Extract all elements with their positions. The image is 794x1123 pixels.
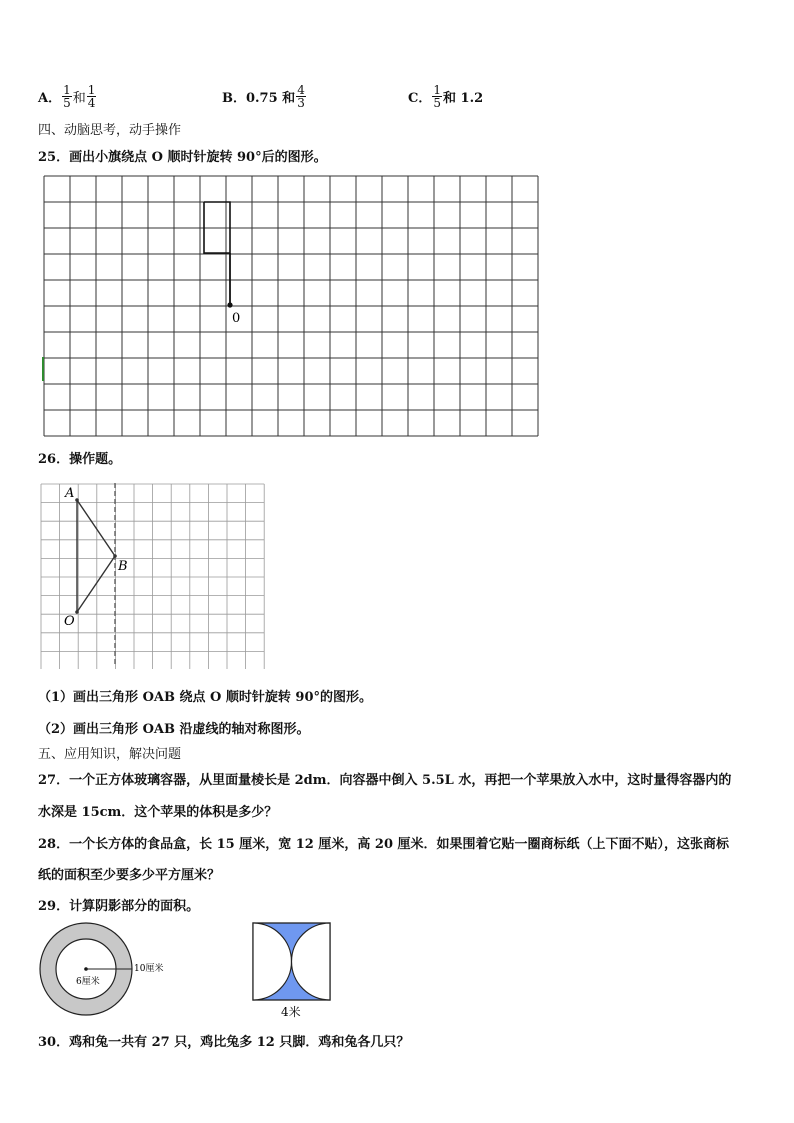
choice-a-join: 和 — [72, 91, 86, 106]
question-30: 30．鸡和兔一共有 27 只，鸡比兔多 12 只脚．鸡和兔各几只？ — [38, 1035, 410, 1050]
point-o-label: 0 — [232, 311, 241, 326]
question-26-part2: （2）画出三角形 OAB 沿虚线的轴对称图形。 — [38, 722, 310, 737]
label-b: B — [118, 559, 128, 574]
outer-radius-label: 10厘米 — [134, 964, 164, 974]
side-length-label: 4米 — [281, 1005, 301, 1019]
section-5-title: 五、应用知识，解决问题 — [38, 747, 182, 762]
label-a: A — [65, 486, 75, 501]
denominator: 4 — [87, 96, 96, 110]
denominator: 3 — [297, 96, 305, 110]
choice-b-label: B．0.75 和 — [222, 91, 296, 106]
rotation-grid — [42, 175, 546, 437]
question-29: 29．计算阴影部分的面积。 — [38, 899, 200, 914]
choice-a — [38, 84, 97, 109]
question-28-line1: 28．一个长方体的食品盒，长 15 厘米，宽 12 厘米，高 20 厘米．如果围着它贴一圈商标纸（上下面不贴），这张商标 — [38, 837, 730, 852]
point-o — [227, 302, 232, 307]
ring-figure — [38, 922, 178, 1020]
choice-c-tail: 和 1.2 — [443, 91, 484, 106]
question-27-line2: 水深是 15cm．这个苹果的体积是多少？ — [38, 805, 278, 820]
numerator: 4 — [297, 83, 305, 97]
symmetry-grid — [40, 483, 266, 669]
fraction — [432, 84, 442, 109]
numerator: 1 — [87, 83, 96, 97]
denominator: 5 — [433, 96, 441, 110]
numerator: 1 — [433, 83, 441, 97]
section-4-title: 四、动脑思考，动手操作 — [38, 123, 182, 138]
fraction — [62, 84, 72, 109]
question-26-part1: （1）画出三角形 OAB 绕点 O 顺时针旋转 90°的图形。 — [38, 690, 372, 705]
label-o: O — [64, 614, 75, 629]
question-25: 25．画出小旗绕点 O 顺时针旋转 90°后的图形。 — [38, 150, 327, 165]
vertex-a — [75, 498, 79, 502]
choice-b — [222, 84, 307, 109]
grid-lines — [44, 176, 538, 436]
question-26: 26．操作题。 — [38, 452, 122, 467]
vertex-o — [75, 610, 79, 614]
choice-c-label: C． — [408, 91, 432, 106]
inner-radius-label: 6厘米 — [76, 977, 100, 987]
question-27-line1: 27．一个正方体玻璃容器，从里面量棱长是 2dm．向容器中倒入 5.5L 水，再把一个苹果放入水中，这时量得容器内的 — [38, 773, 732, 788]
numerator: 1 — [63, 83, 71, 97]
choice-c — [408, 84, 483, 109]
fine-grid-lines — [41, 484, 264, 669]
grid-mark — [42, 357, 44, 381]
fraction — [87, 84, 97, 109]
denominator: 5 — [63, 96, 71, 110]
choice-a-label: A． — [38, 91, 62, 106]
vertex-b — [113, 554, 117, 558]
square-figure — [250, 921, 334, 1021]
fraction — [296, 84, 306, 109]
question-28-line2: 纸的面积至少要多少平方厘米？ — [38, 868, 221, 883]
